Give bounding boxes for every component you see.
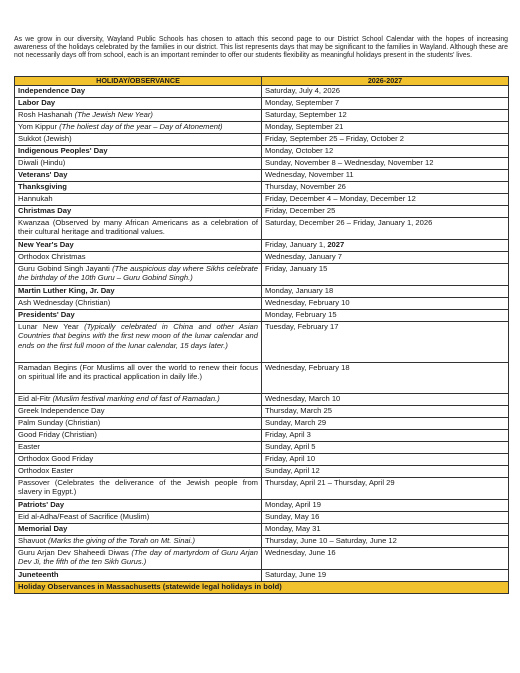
table-row	[15, 98, 509, 110]
table-row	[15, 430, 509, 442]
holiday-name-cell	[15, 310, 262, 322]
holiday-name-cell	[15, 478, 262, 500]
holiday-date-cell	[262, 240, 509, 252]
holiday-date: Sunday, March 29	[265, 418, 327, 427]
holiday-name: Orthodox Easter	[18, 466, 74, 475]
table-row	[15, 286, 509, 298]
table-row	[15, 182, 509, 194]
holiday-date: Friday, April 3	[265, 430, 311, 439]
table-row	[15, 418, 509, 430]
holiday-date-cell	[262, 406, 509, 418]
holiday-date-cell	[262, 122, 509, 134]
holiday-date: Monday, April 19	[265, 500, 321, 509]
table-row	[15, 322, 509, 363]
table-row	[15, 252, 509, 264]
holiday-date: Monday, September 21	[265, 122, 344, 131]
holiday-name-cell	[15, 182, 262, 194]
table-row	[15, 512, 509, 524]
holiday-date: Thursday, April 21 – Thursday, April 29	[265, 478, 395, 487]
holiday-date: Friday, January 15	[265, 264, 328, 273]
holiday-name-cell	[15, 240, 262, 252]
holiday-name: Patriots' Day	[18, 500, 65, 509]
holiday-name: Labor Day	[18, 98, 56, 107]
holiday-name: Memorial Day	[18, 524, 68, 533]
holiday-date-cell	[262, 478, 509, 500]
holiday-date-cell	[262, 524, 509, 536]
holiday-name-cell	[15, 430, 262, 442]
holiday-name-cell	[15, 363, 262, 394]
holiday-date-cell	[262, 146, 509, 158]
holiday-name-cell	[15, 134, 262, 146]
holiday-name-cell	[15, 524, 262, 536]
table-row	[15, 478, 509, 500]
holiday-name-cell	[15, 98, 262, 110]
holiday-date-cell	[262, 252, 509, 264]
holiday-date: Wednesday, February 18	[265, 363, 350, 372]
holiday-name: Easter	[18, 442, 40, 451]
holiday-name-cell	[15, 122, 262, 134]
table-row	[15, 536, 509, 548]
holiday-name: New Year's Day	[18, 240, 74, 249]
holiday-name: Diwali (Hindu)	[18, 158, 66, 167]
holiday-name: Indigenous Peoples' Day	[18, 146, 108, 155]
holiday-date-cell	[262, 264, 509, 286]
holiday-date: Wednesday, January 7	[265, 252, 342, 261]
holiday-date-cell	[262, 394, 509, 406]
table-row	[15, 240, 509, 252]
holiday-name: Hannukah	[18, 194, 53, 203]
table-row	[15, 524, 509, 536]
holiday-name-cell	[15, 194, 262, 206]
table-row	[15, 548, 509, 570]
holiday-date: Wednesday, February 10	[265, 298, 350, 307]
holiday-date-cell	[262, 110, 509, 122]
holiday-name: Kwanzaa (Observed by many African Americans as a celebration of their cultural heritage and traditional values.	[18, 218, 258, 237]
holiday-name-cell	[15, 466, 262, 478]
holiday-date: Friday, January 1,	[265, 240, 328, 249]
holiday-name-cell	[15, 536, 262, 548]
table-row	[15, 134, 509, 146]
holiday-rows	[15, 86, 509, 582]
holiday-date: Saturday, December 26 – Friday, January 1, 2026	[265, 218, 433, 227]
holiday-name-cell	[15, 86, 262, 98]
holiday-date: Thursday, March 25	[265, 406, 332, 415]
holiday-date-cell	[262, 170, 509, 182]
table-row	[15, 86, 509, 98]
holiday-name: Thanksgiving	[18, 182, 67, 191]
table-row	[15, 500, 509, 512]
holiday-date: Saturday, September 12	[265, 110, 347, 119]
holiday-date-cell	[262, 536, 509, 548]
holiday-date: Sunday, April 5	[265, 442, 316, 451]
holiday-name: Sukkot (Jewish)	[18, 134, 72, 143]
holiday-note: (The Jewish New Year)	[74, 110, 153, 119]
holiday-date: Monday, February 15	[265, 310, 337, 319]
holiday-date-cell	[262, 194, 509, 206]
holiday-date-cell	[262, 298, 509, 310]
holiday-date-cell	[262, 182, 509, 194]
holiday-name-cell	[15, 298, 262, 310]
holiday-date: Monday, May 31	[265, 524, 321, 533]
table-row	[15, 206, 509, 218]
holiday-date: Saturday, July 4, 2026	[265, 86, 340, 95]
intro-paragraph: As we grow in our diversity, Wayland Public Schools has chosen to attach this second page to our District School Calendar with the hopes of increasing awareness of the holidays celebrated by the families in our district. This list represents days that may be significant to the families in Wayland. Although these are not necessarily days off from school, each is an important reminder to offer our students flexibility as meaningful holidays present in the students' lives.	[14, 36, 508, 60]
holiday-date-cell	[262, 570, 509, 582]
holiday-date-cell	[262, 548, 509, 570]
holiday-date: Friday, December 25	[265, 206, 336, 215]
footer-note: Holiday Observances in Massachusetts (statewide legal holidays in bold)	[15, 582, 509, 594]
table-row	[15, 394, 509, 406]
holiday-name-cell	[15, 454, 262, 466]
holiday-date-cell	[262, 442, 509, 454]
holiday-name: Good Friday (Christian)	[18, 430, 97, 439]
holiday-note: (Muslim festival marking end of fast of Ramadan.)	[52, 394, 220, 403]
holiday-date: Monday, January 18	[265, 286, 334, 295]
holiday-name: Orthodox Good Friday	[18, 454, 94, 463]
holiday-date-cell	[262, 86, 509, 98]
holiday-date-cell	[262, 466, 509, 478]
holiday-date: Saturday, June 19	[265, 570, 327, 579]
table-row	[15, 194, 509, 206]
holiday-name: Palm Sunday (Christian)	[18, 418, 101, 427]
holiday-name: Christmas Day	[18, 206, 72, 215]
table-row	[15, 122, 509, 134]
holiday-date-cell	[262, 454, 509, 466]
holiday-name: Guru Gobind Singh Jayanti	[18, 264, 113, 273]
holiday-name-cell	[15, 218, 262, 240]
holiday-name-cell	[15, 512, 262, 524]
holiday-name: Veterans' Day	[18, 170, 68, 179]
table-row	[15, 146, 509, 158]
table-row	[15, 442, 509, 454]
holiday-name: Presidents' Day	[18, 310, 75, 319]
holiday-name-cell	[15, 110, 262, 122]
holiday-date-cell	[262, 418, 509, 430]
holiday-date-cell	[262, 363, 509, 394]
table-row	[15, 110, 509, 122]
holiday-note: (Typically celebrated in China and other Asian Countries that begins with the first new moon of the lunar calendar and ends on the first full moon of the lunar calendar, 15 days later.)	[18, 322, 258, 350]
holiday-date: Friday, December 4 – Monday, December 12	[265, 194, 416, 203]
holiday-column-header: HOLIDAY/OBSERVANCE	[15, 77, 262, 86]
holiday-date-cell	[262, 500, 509, 512]
holiday-name: Shavuot	[18, 536, 48, 545]
table-row	[15, 310, 509, 322]
holiday-date-year: 2027	[327, 240, 345, 249]
table-row	[15, 454, 509, 466]
holiday-name-cell	[15, 500, 262, 512]
holiday-name-cell	[15, 206, 262, 218]
table-header-row	[15, 77, 509, 86]
holiday-name-cell	[15, 548, 262, 570]
holiday-date: Sunday, November 8 – Wednesday, November 12	[265, 158, 434, 167]
holiday-name: Lunar New Year	[18, 322, 85, 331]
holiday-name: Passover (Celebrates the deliverance of the Jewish people from slavery in Egypt.)	[18, 478, 258, 497]
holiday-date: Monday, October 12	[265, 146, 334, 155]
holiday-date: Friday, April 10	[265, 454, 316, 463]
holiday-note: (Marks the giving of the Torah on Mt. Sinai.)	[47, 536, 196, 545]
holiday-name: Guru Arjan Dev Shaheedi Diwas	[18, 548, 132, 557]
holiday-note: (The day of martyrdom of Guru Arjan Dev Ji, the fifth of the ten Sikh Gurus.)	[18, 548, 258, 567]
holiday-date-cell	[262, 286, 509, 298]
table-footer-row	[15, 582, 509, 594]
holiday-name-cell	[15, 394, 262, 406]
table-row	[15, 570, 509, 582]
holiday-name-cell	[15, 322, 262, 363]
holiday-name-cell	[15, 418, 262, 430]
holiday-name: Independence Day	[18, 86, 86, 95]
holiday-date: Sunday, April 12	[265, 466, 320, 475]
holiday-date-cell	[262, 430, 509, 442]
holiday-name: Rosh Hashanah	[18, 110, 75, 119]
holiday-name-cell	[15, 406, 262, 418]
holiday-name-cell	[15, 170, 262, 182]
holiday-date-cell	[262, 134, 509, 146]
holiday-name-cell	[15, 264, 262, 286]
holiday-note: (The holiest day of the year – Day of Atonement)	[59, 122, 223, 131]
holiday-date: Wednesday, June 16	[265, 548, 336, 557]
holiday-date-cell	[262, 206, 509, 218]
table-row	[15, 218, 509, 240]
table-row	[15, 406, 509, 418]
table-row	[15, 158, 509, 170]
holiday-date: Sunday, May 16	[265, 512, 320, 521]
holiday-name: Yom Kippur	[18, 122, 60, 131]
table-row	[15, 363, 509, 394]
holiday-date: Wednesday, March 10	[265, 394, 341, 403]
holiday-note: (The auspicious day where Sikhs celebrate the birthday of the 10th Guru – Guru Gobind Singh.)	[18, 264, 259, 283]
holiday-name-cell	[15, 286, 262, 298]
holiday-name: Greek Independence Day	[18, 406, 105, 415]
holiday-date: Thursday, November 26	[265, 182, 346, 191]
table-row	[15, 298, 509, 310]
holiday-name-cell	[15, 570, 262, 582]
holiday-name: Juneteenth	[18, 570, 59, 579]
holiday-name: Ash Wednesday (Christian)	[18, 298, 111, 307]
holiday-name-cell	[15, 442, 262, 454]
holiday-date-cell	[262, 158, 509, 170]
holiday-name-cell	[15, 158, 262, 170]
table-row	[15, 264, 509, 286]
holiday-date-cell	[262, 310, 509, 322]
holiday-name: Eid al-Adha/Feast of Sacrifice (Muslim)	[18, 512, 150, 521]
holiday-name-cell	[15, 146, 262, 158]
year-column-header: 2026-2027	[262, 77, 509, 86]
holiday-date: Tuesday, February 17	[265, 322, 339, 331]
holiday-name: Martin Luther King, Jr. Day	[18, 286, 115, 295]
holiday-date-cell	[262, 322, 509, 363]
holiday-date-cell	[262, 218, 509, 240]
holiday-name: Ramadan Begins (For Muslims all over the world to renew their focus on spiritual life and its practical application in daily life.)	[18, 363, 258, 382]
holiday-name: Orthodox Christmas	[18, 252, 86, 261]
holiday-table	[14, 76, 509, 594]
table-row	[15, 466, 509, 478]
holiday-date: Thursday, June 10 – Saturday, June 12	[265, 536, 397, 545]
holiday-date-cell	[262, 512, 509, 524]
holiday-date-cell	[262, 98, 509, 110]
holiday-name: Eid al-Fitr	[18, 394, 53, 403]
table-row	[15, 170, 509, 182]
holiday-date: Friday, September 25 – Friday, October 2	[265, 134, 404, 143]
holiday-name-cell	[15, 252, 262, 264]
holiday-date: Wednesday, November 11	[265, 170, 354, 179]
holiday-date: Monday, September 7	[265, 98, 340, 107]
